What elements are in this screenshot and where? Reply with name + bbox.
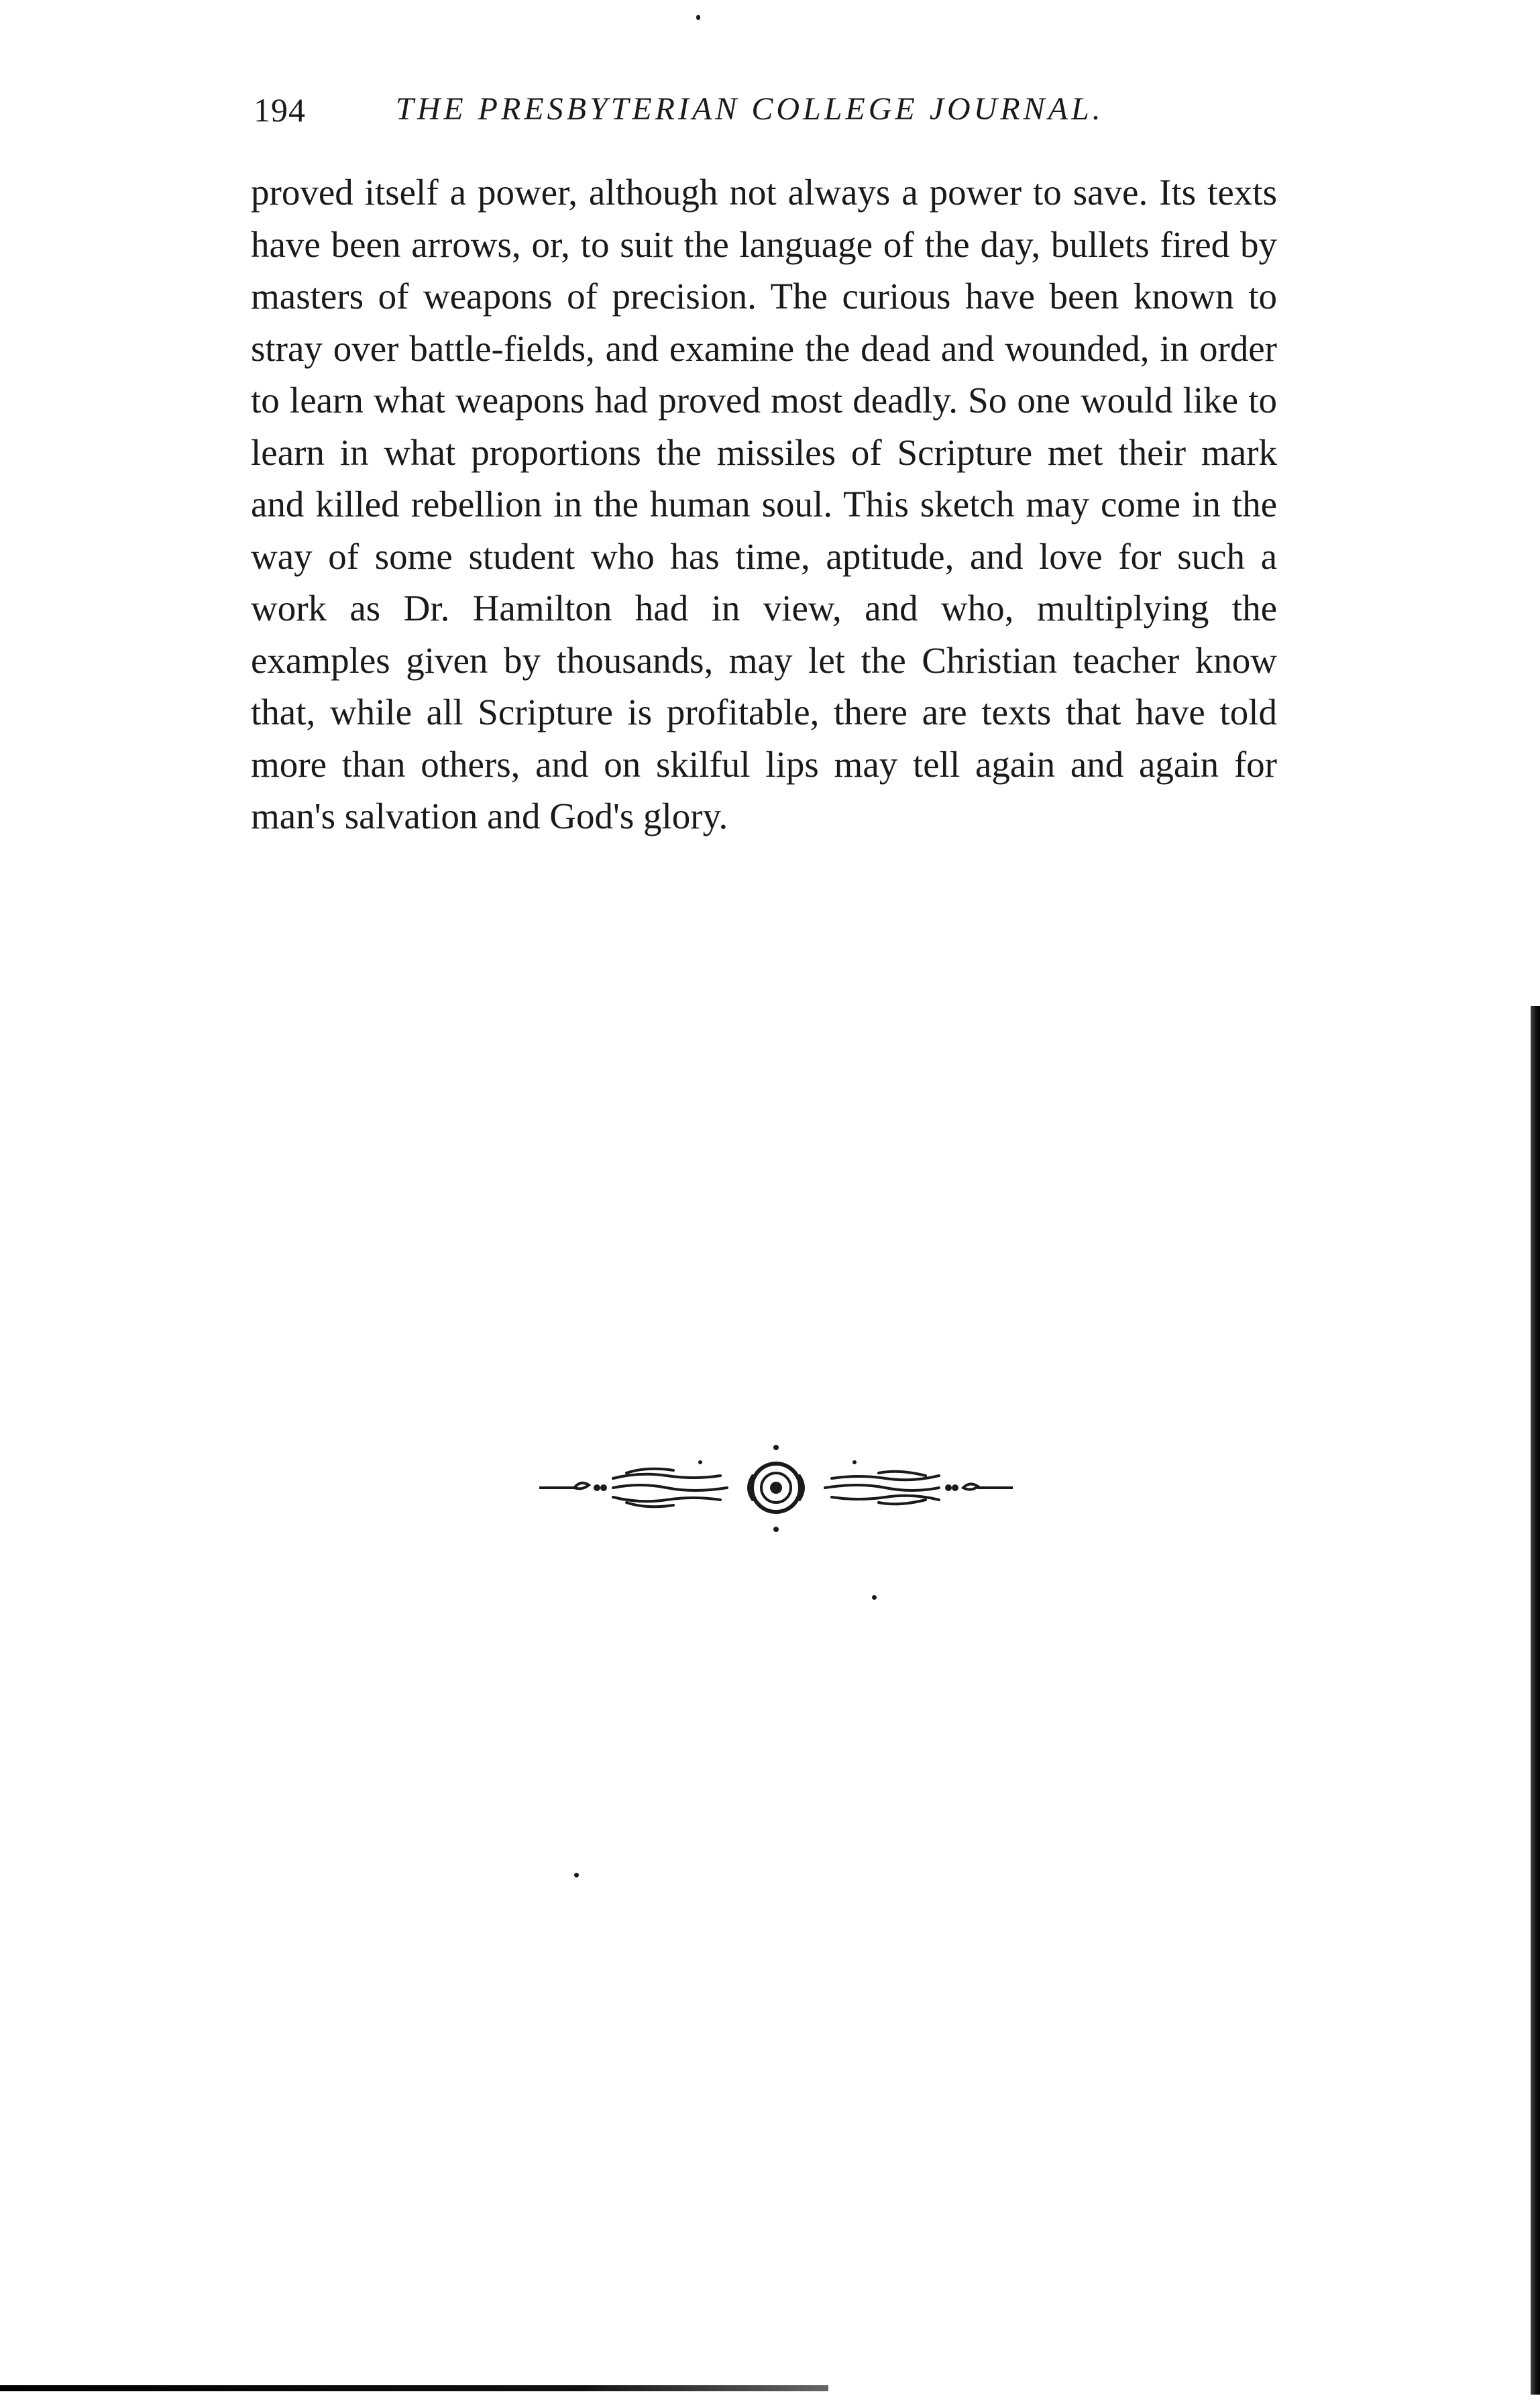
print-speck bbox=[872, 1595, 877, 1600]
body-text bbox=[251, 166, 1277, 842]
page-edge-shadow bbox=[1531, 1006, 1540, 2395]
journal-title: THE PRESBYTERIAN COLLEGE JOURNAL. bbox=[396, 91, 1104, 127]
body-paragraph: proved itself a power, although not always a power to save. Its texts have been arrows, or, to suit the language of the day, bullets fired by masters of weapons of precision. The curious have been known to stray over battle-fields, and examine the dead and wounded, in order to learn what weapons had proved most deadly. So one would like to learn in what proportions the missiles of Scripture met their mark and killed rebellion in the human soul. This sketch may come in the way of some student who has time, aptitude, and love for such a work as Dr. Hamilton had in view, and who, multiplying the examples given by thousands, may let the Christian teacher know that, while all Scripture is profitable, there are texts that have told more than others, and on skilful lips may tell again and again for man's salvation and God's glory. bbox=[251, 172, 1277, 836]
page-number: 194 bbox=[254, 91, 306, 129]
page-bottom-edge bbox=[0, 2385, 828, 2391]
running-head bbox=[254, 91, 1273, 144]
print-speck bbox=[574, 1873, 579, 1877]
decorative-scroll-ornament-icon bbox=[539, 1435, 1013, 1536]
print-speck bbox=[696, 15, 700, 20]
